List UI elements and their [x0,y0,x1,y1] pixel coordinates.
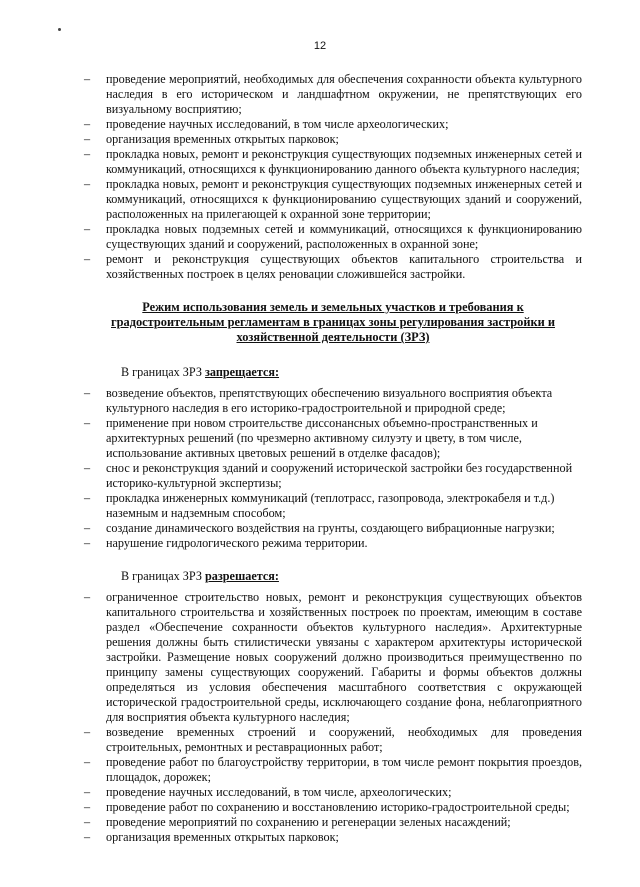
list-item: – прокладка новых, ремонт и реконструкция существующих подземных инженерных сетей и коммуникаций, относящихся к функционированию существующих зданий и сооружений, расположенных на прилегающей к охранной зоне территории; [84,177,582,221]
list-item: – ограниченное строительство новых, ремонт и реконструкция существующих объектов капитального строительства и хозяйственных построек по проектам, имеющим в составе раздел «Обеспечение сохранности объектов культурного наследия». Архитектурные решения должны быть стилистически увязаны с характером архитектуры исторической застройки. Размещение новых сооружений должно производиться преимущественно по принципу замены существующих сооружений. Габариты и формы объектов должны определяться из условия обеспечения масштабного соответствия с окружающей исторической градостроительной среды, исключающего создание фона, неблагоприятного для восприятия объекта культурного наследия; [84,590,582,724]
list-item: – применение при новом строительстве диссонансных объемно-пространственных и архитектурных решений (по чрезмерно активному силуэту и цвету, в том числе, использование активных цветовых решений в отделке фасадов); [84,416,538,460]
allowed-list [84,590,582,845]
dash-bullet: – [84,521,91,535]
dash-bullet: – [84,461,91,475]
dash-bullet: – [84,830,91,844]
list-item: – проведение работ по сохранению и восстановлению историко-градостроительной среды; [84,800,570,814]
list-item: – прокладка инженерных коммуникаций (теплотрасс, газопровода, электрокабеля и т.д.) наземным и надземным способом; [84,491,555,520]
dash-bullet: – [84,755,91,769]
list-top [84,72,582,282]
dash-bullet: – [84,416,91,430]
dash-bullet: – [84,147,91,161]
list-item: – проведение мероприятий, необходимых для обеспечения сохранности объекта культурного наследия в его историческом и ландшафтном окружении, не препятствующих его визуальному восприятию; [84,72,582,116]
dash-bullet: – [84,252,91,266]
prohibited-emphasis: запрещается: [204,365,280,379]
dash-bullet: – [84,72,91,86]
dash-bullet: – [84,177,91,191]
dash-bullet: – [84,491,91,505]
list-item: – снос и реконструкция зданий и сооружений исторической застройки без государственной историко-культурной экспертизы; [84,461,573,490]
dash-bullet: – [84,536,91,550]
dash-bullet: – [84,725,91,739]
prohibited-list [84,386,582,551]
allowed-emphasis: разрешается: [204,569,279,583]
list-item: – нарушение гидрологического режима территории. [84,536,368,550]
list-item: – создание динамического воздействия на грунты, создающего вибрационные нагрузки; [84,521,555,535]
section-title: Режим использования земель и земельных участков и требования к градостроительным регламентам в границах зоны регулирования застройки и хозяйственной деятельности (ЗРЗ) [111,300,555,344]
scan-dot [58,28,61,31]
list-item: – прокладка новых подземных сетей и коммуникаций, относящихся к функционированию существующих зданий и сооружений, расположенных в охранной зоне; [84,222,582,251]
dash-bullet: – [84,222,91,236]
list-item: – организация временных открытых парковок; [84,132,339,146]
list-item: – прокладка новых, ремонт и реконструкция существующих подземных инженерных сетей и коммуникаций, относящихся к функционированию данного объекта культурного наследия; [84,147,582,176]
list-item: – проведение работ по благоустройству территории, в том числе ремонт покрытия проездов, площадок, дорожек; [84,755,582,784]
dash-bullet: – [84,117,91,131]
list-item: – проведение научных исследований, в том числе, археологических; [84,785,452,799]
list-item: – возведение временных строений и сооружений, необходимых для проведения строительных, ремонтных и реставрационных работ; [84,725,582,754]
list-item: – организация временных открытых парковок; [84,830,339,844]
dash-bullet: – [84,785,91,799]
dash-bullet: – [84,590,91,604]
page-number: 12 [313,40,327,52]
dash-bullet: – [84,800,91,814]
prohibited-intro: В границах ЗРЗ запрещается: [121,365,280,379]
dash-bullet: – [84,815,91,829]
list-item: – ремонт и реконструкция существующих объектов капитального строительства и хозяйственных построек в целях реновации сложившейся застройки. [84,252,582,281]
allowed-intro: В границах ЗРЗ разрешается: [121,569,279,583]
list-item: – проведение научных исследований, в том числе археологических; [84,117,449,131]
dash-bullet: – [84,132,91,146]
dash-bullet: – [84,386,91,400]
list-item: – возведение объектов, препятствующих обеспечению визуального восприятия объекта культурного наследия в его историко-градостроительной и природной среде; [84,386,553,415]
list-item: – проведение мероприятий по сохранению и регенерации зеленых насаждений; [84,815,511,829]
document-body [84,72,582,845]
